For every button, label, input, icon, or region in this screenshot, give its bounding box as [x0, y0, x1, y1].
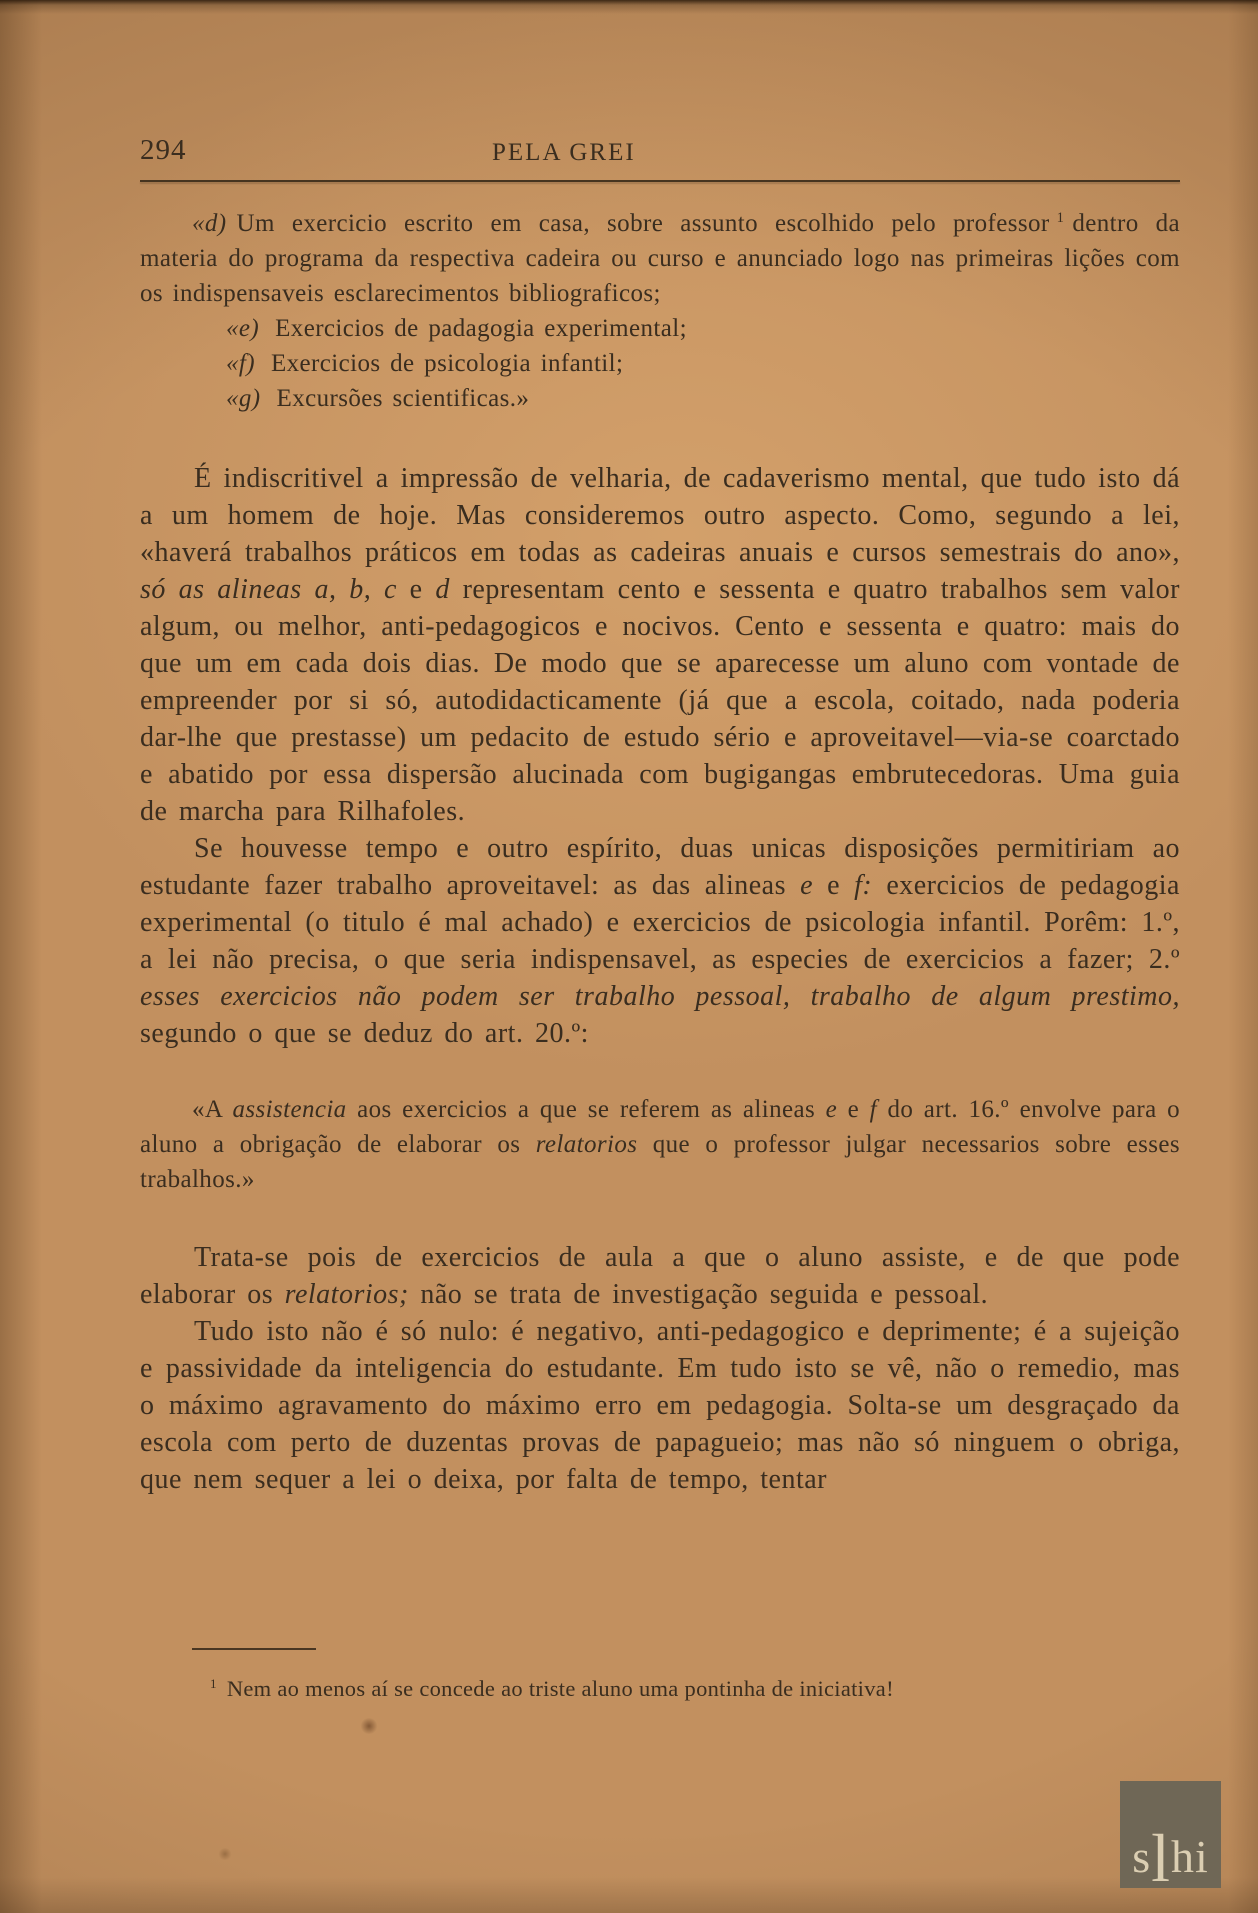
footnote: [210, 1676, 1180, 1702]
paragraph-se-houvesse: [140, 830, 1180, 1052]
stamp-letter: i: [1195, 1831, 1209, 1882]
paragraph-text: e: [396, 574, 436, 605]
excerpt-item-g: [226, 381, 1180, 416]
quote-text-italic: e: [825, 1096, 838, 1123]
quote-text: que o professor julgar necessarios sobre esses trabalhos.»: [140, 1131, 1180, 1193]
paragraph-text-italic: d: [435, 574, 450, 605]
paragraph-velharia: [140, 460, 1180, 830]
quote-text: do art. 16.º envolve para o aluno a obrigação de elaborar os: [140, 1096, 1181, 1158]
footnote-text: Nem ao menos aí se concede ao triste aluno uma pontinha de iniciativa!: [226, 1676, 894, 1701]
paragraph-text: e: [813, 870, 855, 901]
stamp-letter: l: [1151, 1820, 1172, 1896]
footnote-area: [140, 1648, 1180, 1702]
paragraph-trata-se: [140, 1239, 1180, 1313]
stamp-letter: s: [1132, 1831, 1152, 1882]
paper-stain: [218, 1848, 232, 1860]
excerpt-item-g-text: Excursões scientificas.»: [276, 385, 530, 412]
quote-text: e: [837, 1096, 870, 1123]
excerpt-item-d-text-cont: dentro da materia do programa da respectiva cadeira ou curso e anunciado logo nas primeiras lições com os indispensaveis esclarecimentos bibliograficos;: [140, 210, 1180, 307]
paragraph-text-italic: e: [800, 870, 814, 901]
paragraph-text: não se trata de investigação seguida e pessoal.: [408, 1279, 989, 1310]
page-number: 294: [140, 134, 187, 166]
page-header: [140, 134, 1180, 176]
paragraph-text: segundo o que se deduz do art. 20.º:: [140, 1018, 589, 1049]
footnote-rule: [192, 1648, 316, 1650]
paragraph-tudo-isto: [140, 1313, 1180, 1498]
paragraph-text: É indiscritivel a impressão de velharia, de cadaverismo mental, que tudo isto dá a um homem de hoje. Mas consideremos outro aspecto. Como, segundo a lei, «haverá trabalhos práticos em todas as cadeiras anuais e cursos semestrais do ano»,: [140, 463, 1180, 568]
excerpt-item-e: [226, 311, 1180, 346]
alinea-marker-f: «f): [226, 350, 255, 377]
body-text: [140, 460, 1180, 1498]
alinea-marker-g: «g): [226, 385, 261, 412]
running-title: PELA GREI: [492, 139, 636, 166]
paragraph-text: exercicios de pedagogia experimental (o titulo é mal achado) e exercicios de psicologia infantil. Porêm: 1.º, a lei não precisa, o que seria indispensavel, as especies de exercicios a fazer; 2.º: [140, 870, 1180, 975]
paragraph-text-italic: f:: [854, 870, 873, 901]
paragraph-text-italic: esses exercicios não podem ser trabalho pessoal, trabalho de algum prestimo,: [140, 981, 1180, 1012]
paragraph-text: Se houvesse tempo e outro espírito, duas unicas disposições permitiriam ao estudante fazer trabalho aproveitavel: as das alineas: [140, 833, 1180, 901]
paragraph-text-italic: só as alineas a, b, c: [140, 574, 397, 605]
law-excerpt: [140, 206, 1180, 416]
excerpt-item-e-text: Exercicios de padagogia experimental;: [275, 315, 687, 342]
paper-stain: [360, 1718, 378, 1734]
paragraph-text: representam cento e sessenta e quatro trabalhos sem valor algum, ou melhor, anti-pedagogicos e nocivos. Cento e sessenta e quatro: mais do que um em cada dois dias. De modo que se aparecesse um aluno com vontade de empreender por si só, autodidacticamente (já que a escola, coitado, nada poderia dar-lhe que prestasse) um pedacito de estudo sério e aproveitavel—via-se coarctado e abatido por essa dispersão alucinada com bugigangas embrutecedoras. Uma guia de marcha para Rilhafoles.: [140, 574, 1181, 827]
alinea-marker-e: «e): [226, 315, 260, 342]
excerpt-item-d: [140, 206, 1180, 311]
publisher-stamp: [1120, 1781, 1221, 1896]
quote-text-italic: relatorios: [535, 1131, 638, 1158]
quote-text-italic: f: [869, 1096, 877, 1123]
header-rule: [140, 180, 1180, 182]
excerpt-item-d-text: Um exercicio escrito em casa, sobre assunto escolhido pelo professor: [236, 210, 1050, 237]
quote-text-italic: assistencia: [232, 1096, 347, 1123]
law-quote-art-20: [140, 1092, 1180, 1197]
paragraph-text-italic: relatorios;: [284, 1279, 409, 1310]
quote-text: «A: [192, 1096, 233, 1123]
stamp-letter: h: [1171, 1831, 1196, 1882]
excerpt-item-f-text: Exercicios de psicologia infantil;: [270, 350, 624, 377]
paragraph-text: Trata-se pois de exercicios de aula a que o aluno assiste, e de que pode elaborar os: [140, 1242, 1180, 1310]
paragraph-text: Tudo isto não é só nulo: é negativo, anti-pedagogico e deprimente; é a sujeição e passividade da inteligencia do estudante. Em tudo isto se vê, não o remedio, mas o máximo agravamento do máximo erro em pedagogia. Solta-se um desgraçado da escola com perto de duzentas provas de papagueio; mas não só ninguem o obriga, que nem sequer a lei o deixa, por falta de tempo, tentar: [140, 1316, 1180, 1495]
excerpt-item-f: [226, 346, 1180, 381]
footnote-reference: 1: [1056, 209, 1065, 226]
quote-text: aos exercicios a que se referem as alineas: [346, 1096, 826, 1123]
alinea-marker-d: «d): [192, 210, 227, 237]
footnote-number: 1: [210, 1675, 217, 1691]
